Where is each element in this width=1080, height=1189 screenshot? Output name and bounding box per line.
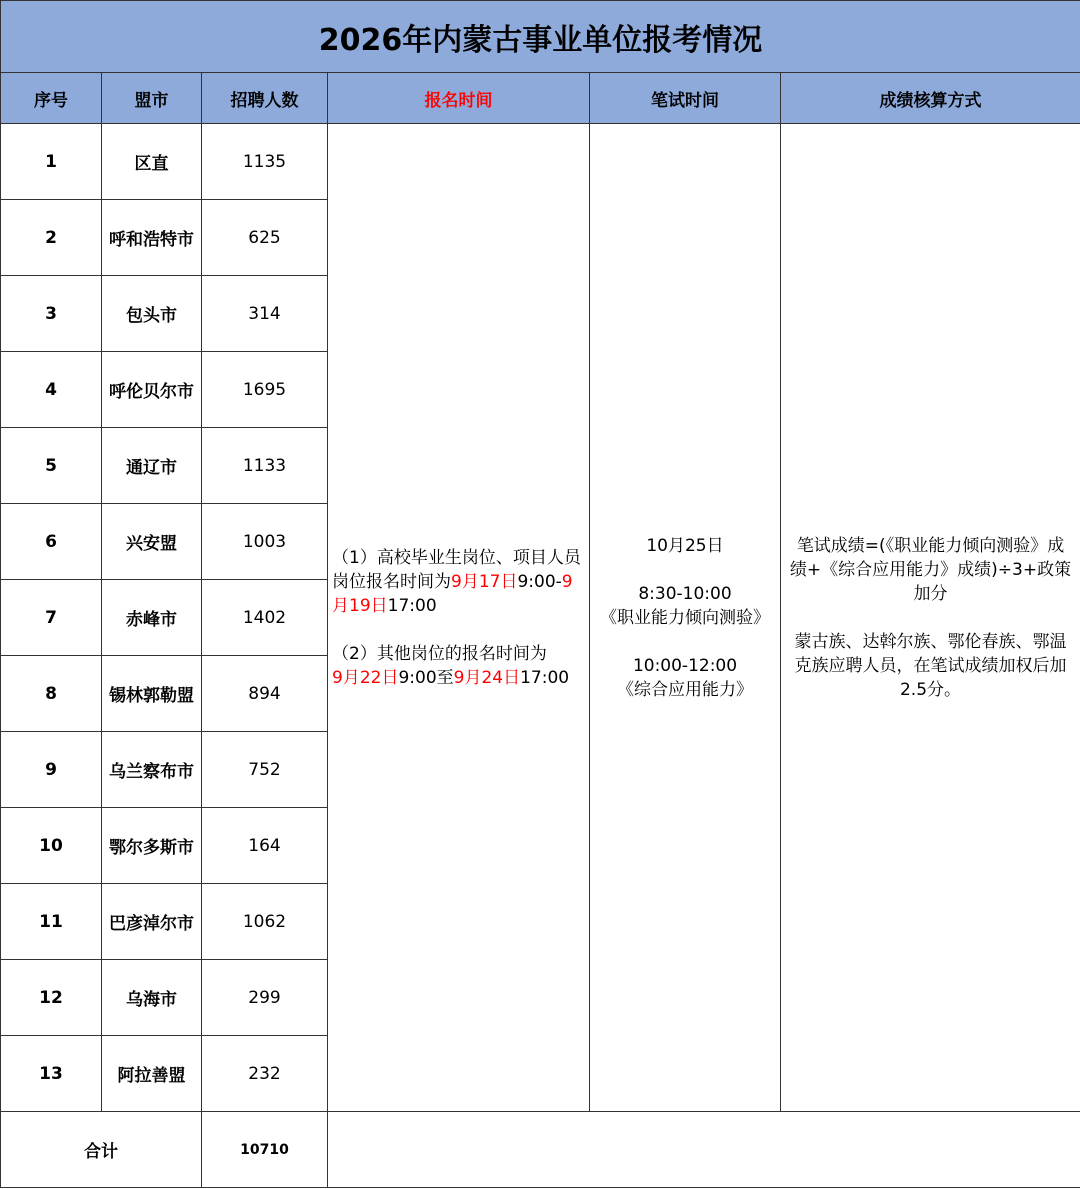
header-score: 成绩核算方式 [781,73,1080,124]
row-count: 1135 [202,124,328,200]
exam-subject-1: 《职业能力倾向测验》 [600,607,770,628]
row-count: 314 [202,276,328,352]
row-count: 752 [202,732,328,808]
score-method-cell [781,124,1080,1112]
row-index: 8 [1,656,102,732]
header-row [1,73,1080,124]
row-count: 1133 [202,428,328,504]
row-count: 625 [202,200,328,276]
row-count: 1062 [202,884,328,960]
row-city: 区直 [102,124,202,200]
row-city: 通辽市 [102,428,202,504]
total-row [1,1112,1080,1188]
row-index: 3 [1,276,102,352]
row-city: 兴安盟 [102,504,202,580]
row-index: 2 [1,200,102,276]
row-index: 9 [1,732,102,808]
row-index: 12 [1,960,102,1036]
exam-time-1: 8:30-10:00 [638,583,732,604]
page-title: 2026年内蒙古事业单位报考情况 [1,1,1080,73]
row-count: 894 [202,656,328,732]
exam-time-cell [590,124,781,1112]
exam-subject-2: 《综合应用能力》 [617,679,753,700]
registration-time-cell: （1）高校毕业生岗位、项目人员岗位报名时间为9月17日9:00-9月19日17:00 （2）其他岗位的报名时间为 9月22日9:00至9月24日17:00 [328,124,590,1112]
row-city: 呼和浩特市 [102,200,202,276]
total-value: 10710 [202,1112,328,1188]
row-index: 13 [1,1036,102,1112]
row-city: 乌海市 [102,960,202,1036]
header-exam: 笔试时间 [590,73,781,124]
row-index: 6 [1,504,102,580]
row-city: 锡林郭勒盟 [102,656,202,732]
row-city: 阿拉善盟 [102,1036,202,1112]
row-index: 1 [1,124,102,200]
row-city: 赤峰市 [102,580,202,656]
score-bonus: 蒙古族、达斡尔族、鄂伦春族、鄂温克族应聘人员，在笔试成绩加权后加2.5分。 [794,631,1067,700]
header-index: 序号 [1,73,102,124]
row-index: 7 [1,580,102,656]
row-city: 巴彦淖尔市 [102,884,202,960]
row-index: 10 [1,808,102,884]
row-count: 1695 [202,352,328,428]
header-registration: 报名时间 [328,73,590,124]
row-city: 鄂尔多斯市 [102,808,202,884]
header-city: 盟市 [102,73,202,124]
exam-date: 10月25日 [646,535,724,556]
row-count: 232 [202,1036,328,1112]
row-count: 1003 [202,504,328,580]
row-city: 乌兰察布市 [102,732,202,808]
row-count: 164 [202,808,328,884]
row-index: 5 [1,428,102,504]
header-count: 招聘人数 [202,73,328,124]
row-city: 呼伦贝尔市 [102,352,202,428]
exam-time-2: 10:00-12:00 [632,655,738,676]
row-city: 包头市 [102,276,202,352]
total-empty-cell [328,1112,1080,1188]
row-index: 4 [1,352,102,428]
row-count: 1402 [202,580,328,656]
score-formula: 笔试成绩=(《职业能力倾向测验》成绩+《综合应用能力》成绩)÷3+政策加分 [789,535,1072,604]
row-count: 299 [202,960,328,1036]
total-label: 合计 [1,1112,202,1188]
row-index: 11 [1,884,102,960]
table-row [1,124,1080,200]
